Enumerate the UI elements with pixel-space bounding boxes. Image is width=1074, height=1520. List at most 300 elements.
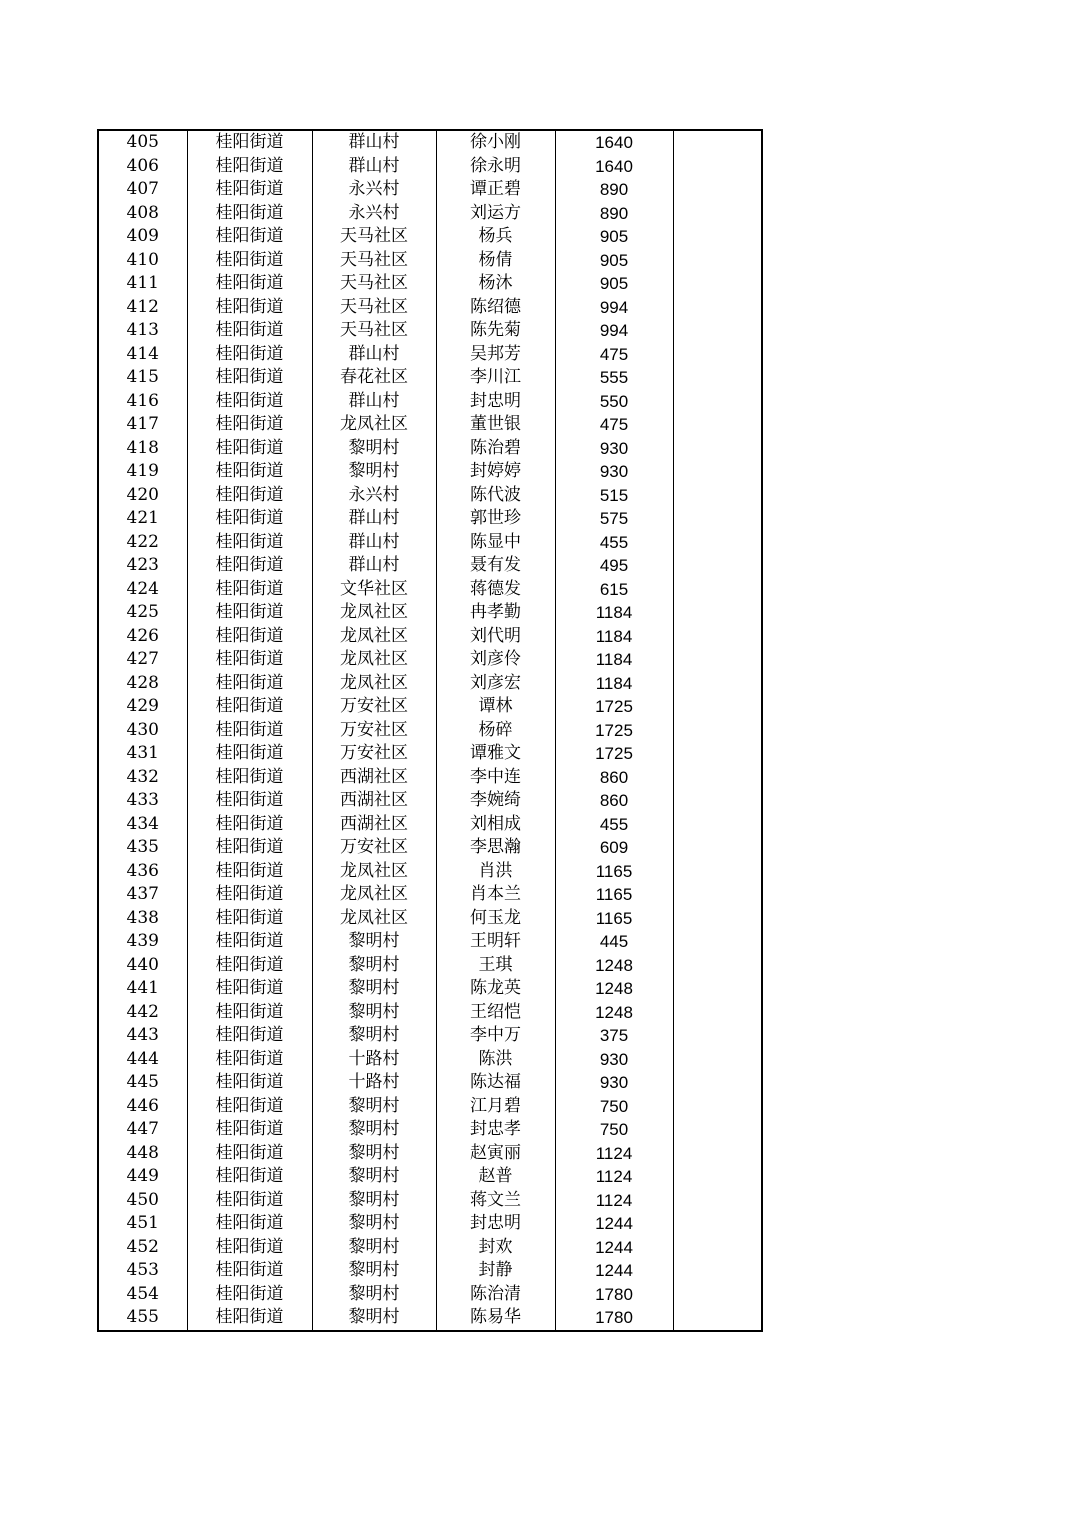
note-cell — [673, 296, 762, 320]
name-cell: 封婷婷 — [436, 460, 555, 484]
street-cell: 桂阳街道 — [187, 1071, 312, 1095]
name-cell: 王琪 — [436, 954, 555, 978]
village-cell: 龙凤社区 — [312, 860, 436, 884]
row-number-cell: 428 — [98, 672, 187, 696]
row-number-cell: 427 — [98, 648, 187, 672]
street-cell: 桂阳街道 — [187, 1236, 312, 1260]
street-cell: 桂阳街道 — [187, 1165, 312, 1189]
village-cell: 天马社区 — [312, 296, 436, 320]
village-cell: 群山村 — [312, 130, 436, 155]
note-cell — [673, 1306, 762, 1331]
name-cell: 聂有发 — [436, 554, 555, 578]
table-row — [98, 319, 762, 343]
amount-cell: 1184 — [555, 601, 673, 625]
village-cell: 黎明村 — [312, 1306, 436, 1331]
name-cell: 陈达福 — [436, 1071, 555, 1095]
row-number-cell: 426 — [98, 625, 187, 649]
amount-cell: 1124 — [555, 1189, 673, 1213]
village-cell: 黎明村 — [312, 1259, 436, 1283]
street-cell: 桂阳街道 — [187, 1024, 312, 1048]
table-row — [98, 742, 762, 766]
street-cell: 桂阳街道 — [187, 296, 312, 320]
table-row — [98, 930, 762, 954]
name-cell: 江月碧 — [436, 1095, 555, 1119]
table-row — [98, 1118, 762, 1142]
amount-cell: 860 — [555, 766, 673, 790]
village-cell: 龙凤社区 — [312, 883, 436, 907]
amount-cell: 575 — [555, 507, 673, 531]
name-cell: 封忠明 — [436, 1212, 555, 1236]
table-row — [98, 601, 762, 625]
village-cell: 龙凤社区 — [312, 601, 436, 625]
amount-cell: 1248 — [555, 954, 673, 978]
note-cell — [673, 1095, 762, 1119]
note-cell — [673, 813, 762, 837]
amount-cell: 615 — [555, 578, 673, 602]
name-cell: 陈洪 — [436, 1048, 555, 1072]
village-cell: 群山村 — [312, 507, 436, 531]
name-cell: 刘彦宏 — [436, 672, 555, 696]
note-cell — [673, 178, 762, 202]
table-row — [98, 625, 762, 649]
village-cell: 黎明村 — [312, 1142, 436, 1166]
subsidy-table — [97, 129, 763, 1332]
table-row — [98, 578, 762, 602]
row-number-cell: 414 — [98, 343, 187, 367]
village-cell: 天马社区 — [312, 272, 436, 296]
amount-cell: 455 — [555, 813, 673, 837]
street-cell: 桂阳街道 — [187, 1095, 312, 1119]
street-cell: 桂阳街道 — [187, 130, 312, 155]
row-number-cell: 429 — [98, 695, 187, 719]
note-cell — [673, 1165, 762, 1189]
village-cell: 黎明村 — [312, 930, 436, 954]
amount-cell: 930 — [555, 460, 673, 484]
amount-cell: 445 — [555, 930, 673, 954]
table-row — [98, 1048, 762, 1072]
amount-cell: 475 — [555, 413, 673, 437]
village-cell: 黎明村 — [312, 1189, 436, 1213]
name-cell: 封忠孝 — [436, 1118, 555, 1142]
row-number-cell: 418 — [98, 437, 187, 461]
name-cell: 封欢 — [436, 1236, 555, 1260]
name-cell: 谭正碧 — [436, 178, 555, 202]
village-cell: 龙凤社区 — [312, 648, 436, 672]
amount-cell: 1124 — [555, 1165, 673, 1189]
village-cell: 龙凤社区 — [312, 907, 436, 931]
village-cell: 天马社区 — [312, 249, 436, 273]
row-number-cell: 412 — [98, 296, 187, 320]
street-cell: 桂阳街道 — [187, 202, 312, 226]
village-cell: 黎明村 — [312, 1118, 436, 1142]
street-cell: 桂阳街道 — [187, 813, 312, 837]
name-cell: 刘运方 — [436, 202, 555, 226]
name-cell: 赵寅丽 — [436, 1142, 555, 1166]
note-cell — [673, 789, 762, 813]
amount-cell: 1124 — [555, 1142, 673, 1166]
table-row — [98, 1212, 762, 1236]
village-cell: 万安社区 — [312, 836, 436, 860]
note-cell — [673, 202, 762, 226]
name-cell: 陈绍德 — [436, 296, 555, 320]
row-number-cell: 408 — [98, 202, 187, 226]
note-cell — [673, 366, 762, 390]
amount-cell: 905 — [555, 225, 673, 249]
name-cell: 谭雅文 — [436, 742, 555, 766]
table-row — [98, 484, 762, 508]
village-cell: 西湖社区 — [312, 789, 436, 813]
village-cell: 群山村 — [312, 554, 436, 578]
row-number-cell: 435 — [98, 836, 187, 860]
table-row — [98, 507, 762, 531]
amount-cell: 455 — [555, 531, 673, 555]
name-cell: 徐永明 — [436, 155, 555, 179]
row-number-cell: 448 — [98, 1142, 187, 1166]
street-cell: 桂阳街道 — [187, 1283, 312, 1307]
village-cell: 黎明村 — [312, 1095, 436, 1119]
note-cell — [673, 578, 762, 602]
amount-cell: 994 — [555, 296, 673, 320]
name-cell: 陈显中 — [436, 531, 555, 555]
table-row — [98, 366, 762, 390]
table-row — [98, 1189, 762, 1213]
amount-cell: 1725 — [555, 695, 673, 719]
street-cell: 桂阳街道 — [187, 860, 312, 884]
row-number-cell: 415 — [98, 366, 187, 390]
row-number-cell: 410 — [98, 249, 187, 273]
street-cell: 桂阳街道 — [187, 954, 312, 978]
table-row — [98, 390, 762, 414]
table-row — [98, 883, 762, 907]
amount-cell: 930 — [555, 1048, 673, 1072]
street-cell: 桂阳街道 — [187, 225, 312, 249]
row-number-cell: 451 — [98, 1212, 187, 1236]
amount-cell: 1184 — [555, 625, 673, 649]
street-cell: 桂阳街道 — [187, 1048, 312, 1072]
row-number-cell: 413 — [98, 319, 187, 343]
name-cell: 何玉龙 — [436, 907, 555, 931]
note-cell — [673, 1189, 762, 1213]
street-cell: 桂阳街道 — [187, 930, 312, 954]
village-cell: 黎明村 — [312, 1236, 436, 1260]
name-cell: 封静 — [436, 1259, 555, 1283]
name-cell: 赵普 — [436, 1165, 555, 1189]
name-cell: 董世银 — [436, 413, 555, 437]
table-row — [98, 977, 762, 1001]
village-cell: 十路村 — [312, 1071, 436, 1095]
note-cell — [673, 249, 762, 273]
amount-cell: 609 — [555, 836, 673, 860]
table-row — [98, 1001, 762, 1025]
table-body — [98, 130, 762, 1331]
name-cell: 吴邦芳 — [436, 343, 555, 367]
name-cell: 谭林 — [436, 695, 555, 719]
note-cell — [673, 531, 762, 555]
amount-cell: 994 — [555, 319, 673, 343]
name-cell: 蒋德发 — [436, 578, 555, 602]
note-cell — [673, 1142, 762, 1166]
village-cell: 群山村 — [312, 155, 436, 179]
row-number-cell: 439 — [98, 930, 187, 954]
street-cell: 桂阳街道 — [187, 343, 312, 367]
amount-cell: 1725 — [555, 719, 673, 743]
amount-cell: 905 — [555, 249, 673, 273]
table-row — [98, 554, 762, 578]
row-number-cell: 416 — [98, 390, 187, 414]
amount-cell: 930 — [555, 437, 673, 461]
table-row — [98, 1142, 762, 1166]
name-cell: 李婉绮 — [436, 789, 555, 813]
row-number-cell: 411 — [98, 272, 187, 296]
table-row — [98, 813, 762, 837]
name-cell: 陈代波 — [436, 484, 555, 508]
row-number-cell: 447 — [98, 1118, 187, 1142]
name-cell: 杨兵 — [436, 225, 555, 249]
amount-cell: 515 — [555, 484, 673, 508]
village-cell: 万安社区 — [312, 719, 436, 743]
street-cell: 桂阳街道 — [187, 390, 312, 414]
village-cell: 黎明村 — [312, 1212, 436, 1236]
amount-cell: 1165 — [555, 907, 673, 931]
name-cell: 刘彦伶 — [436, 648, 555, 672]
name-cell: 徐小刚 — [436, 130, 555, 155]
note-cell — [673, 390, 762, 414]
row-number-cell: 434 — [98, 813, 187, 837]
row-number-cell: 437 — [98, 883, 187, 907]
amount-cell: 1165 — [555, 860, 673, 884]
row-number-cell: 444 — [98, 1048, 187, 1072]
name-cell: 杨倩 — [436, 249, 555, 273]
row-number-cell: 441 — [98, 977, 187, 1001]
note-cell — [673, 554, 762, 578]
village-cell: 龙凤社区 — [312, 413, 436, 437]
village-cell: 黎明村 — [312, 977, 436, 1001]
street-cell: 桂阳街道 — [187, 672, 312, 696]
table-row — [98, 860, 762, 884]
note-cell — [673, 625, 762, 649]
table-row — [98, 1236, 762, 1260]
name-cell: 郭世珍 — [436, 507, 555, 531]
street-cell: 桂阳街道 — [187, 366, 312, 390]
table-row — [98, 202, 762, 226]
table-row — [98, 1071, 762, 1095]
amount-cell: 1244 — [555, 1259, 673, 1283]
note-cell — [673, 1001, 762, 1025]
name-cell: 杨沐 — [436, 272, 555, 296]
note-cell — [673, 672, 762, 696]
street-cell: 桂阳街道 — [187, 695, 312, 719]
note-cell — [673, 954, 762, 978]
street-cell: 桂阳街道 — [187, 977, 312, 1001]
amount-cell: 890 — [555, 202, 673, 226]
village-cell: 天马社区 — [312, 319, 436, 343]
amount-cell: 1248 — [555, 1001, 673, 1025]
spreadsheet-sheet — [97, 129, 763, 1332]
village-cell: 永兴村 — [312, 202, 436, 226]
name-cell: 陈治清 — [436, 1283, 555, 1307]
row-number-cell: 407 — [98, 178, 187, 202]
note-cell — [673, 225, 762, 249]
street-cell: 桂阳街道 — [187, 272, 312, 296]
row-number-cell: 452 — [98, 1236, 187, 1260]
name-cell: 李川江 — [436, 366, 555, 390]
table-row — [98, 672, 762, 696]
village-cell: 龙凤社区 — [312, 672, 436, 696]
name-cell: 李思瀚 — [436, 836, 555, 860]
amount-cell: 1184 — [555, 648, 673, 672]
village-cell: 西湖社区 — [312, 813, 436, 837]
note-cell — [673, 1283, 762, 1307]
row-number-cell: 442 — [98, 1001, 187, 1025]
row-number-cell: 406 — [98, 155, 187, 179]
note-cell — [673, 1118, 762, 1142]
amount-cell: 1725 — [555, 742, 673, 766]
village-cell: 龙凤社区 — [312, 625, 436, 649]
street-cell: 桂阳街道 — [187, 625, 312, 649]
table-row — [98, 178, 762, 202]
table-row — [98, 249, 762, 273]
row-number-cell: 449 — [98, 1165, 187, 1189]
note-cell — [673, 883, 762, 907]
note-cell — [673, 507, 762, 531]
table-row — [98, 343, 762, 367]
table-row — [98, 1024, 762, 1048]
row-number-cell: 446 — [98, 1095, 187, 1119]
street-cell: 桂阳街道 — [187, 1189, 312, 1213]
row-number-cell: 420 — [98, 484, 187, 508]
row-number-cell: 436 — [98, 860, 187, 884]
street-cell: 桂阳街道 — [187, 648, 312, 672]
name-cell: 刘相成 — [436, 813, 555, 837]
amount-cell: 555 — [555, 366, 673, 390]
row-number-cell: 423 — [98, 554, 187, 578]
row-number-cell: 438 — [98, 907, 187, 931]
note-cell — [673, 1259, 762, 1283]
village-cell: 十路村 — [312, 1048, 436, 1072]
table-row — [98, 907, 762, 931]
village-cell: 万安社区 — [312, 742, 436, 766]
name-cell: 杨碎 — [436, 719, 555, 743]
village-cell: 文华社区 — [312, 578, 436, 602]
village-cell: 黎明村 — [312, 1283, 436, 1307]
table-row — [98, 1165, 762, 1189]
row-number-cell: 440 — [98, 954, 187, 978]
name-cell: 李中万 — [436, 1024, 555, 1048]
table-row — [98, 695, 762, 719]
amount-cell: 1780 — [555, 1283, 673, 1307]
name-cell: 封忠明 — [436, 390, 555, 414]
street-cell: 桂阳街道 — [187, 178, 312, 202]
note-cell — [673, 907, 762, 931]
note-cell — [673, 930, 762, 954]
street-cell: 桂阳街道 — [187, 1118, 312, 1142]
note-cell — [673, 719, 762, 743]
amount-cell: 750 — [555, 1095, 673, 1119]
note-cell — [673, 437, 762, 461]
note-cell — [673, 1071, 762, 1095]
note-cell — [673, 977, 762, 1001]
village-cell: 春花社区 — [312, 366, 436, 390]
table-row — [98, 155, 762, 179]
name-cell: 陈易华 — [436, 1306, 555, 1331]
amount-cell: 1640 — [555, 130, 673, 155]
name-cell: 陈治碧 — [436, 437, 555, 461]
row-number-cell: 405 — [98, 130, 187, 155]
note-cell — [673, 155, 762, 179]
note-cell — [673, 695, 762, 719]
village-cell: 群山村 — [312, 390, 436, 414]
village-cell: 群山村 — [312, 343, 436, 367]
note-cell — [673, 319, 762, 343]
village-cell: 永兴村 — [312, 178, 436, 202]
street-cell: 桂阳街道 — [187, 907, 312, 931]
table-row — [98, 272, 762, 296]
street-cell: 桂阳街道 — [187, 531, 312, 555]
note-cell — [673, 648, 762, 672]
table-row — [98, 225, 762, 249]
amount-cell: 1780 — [555, 1306, 673, 1331]
street-cell: 桂阳街道 — [187, 578, 312, 602]
table-row — [98, 789, 762, 813]
street-cell: 桂阳街道 — [187, 319, 312, 343]
village-cell: 群山村 — [312, 531, 436, 555]
name-cell: 肖洪 — [436, 860, 555, 884]
row-number-cell: 421 — [98, 507, 187, 531]
amount-cell: 750 — [555, 1118, 673, 1142]
row-number-cell: 431 — [98, 742, 187, 766]
row-number-cell: 430 — [98, 719, 187, 743]
note-cell — [673, 1048, 762, 1072]
village-cell: 黎明村 — [312, 1165, 436, 1189]
village-cell: 永兴村 — [312, 484, 436, 508]
name-cell: 陈龙英 — [436, 977, 555, 1001]
village-cell: 黎明村 — [312, 1001, 436, 1025]
name-cell: 肖本兰 — [436, 883, 555, 907]
note-cell — [673, 601, 762, 625]
table-row — [98, 1259, 762, 1283]
street-cell: 桂阳街道 — [187, 554, 312, 578]
street-cell: 桂阳街道 — [187, 1306, 312, 1331]
street-cell: 桂阳街道 — [187, 1259, 312, 1283]
row-number-cell: 433 — [98, 789, 187, 813]
amount-cell: 890 — [555, 178, 673, 202]
name-cell: 王明轩 — [436, 930, 555, 954]
note-cell — [673, 343, 762, 367]
village-cell: 黎明村 — [312, 460, 436, 484]
village-cell: 黎明村 — [312, 437, 436, 461]
village-cell: 万安社区 — [312, 695, 436, 719]
village-cell: 黎明村 — [312, 954, 436, 978]
street-cell: 桂阳街道 — [187, 413, 312, 437]
note-cell — [673, 413, 762, 437]
street-cell: 桂阳街道 — [187, 601, 312, 625]
note-cell — [673, 460, 762, 484]
name-cell: 蒋文兰 — [436, 1189, 555, 1213]
street-cell: 桂阳街道 — [187, 1212, 312, 1236]
name-cell: 李中连 — [436, 766, 555, 790]
amount-cell: 860 — [555, 789, 673, 813]
note-cell — [673, 1024, 762, 1048]
row-number-cell: 455 — [98, 1306, 187, 1331]
note-cell — [673, 836, 762, 860]
name-cell: 冉孝勤 — [436, 601, 555, 625]
street-cell: 桂阳街道 — [187, 155, 312, 179]
village-cell: 黎明村 — [312, 1024, 436, 1048]
street-cell: 桂阳街道 — [187, 460, 312, 484]
table-row — [98, 1095, 762, 1119]
street-cell: 桂阳街道 — [187, 766, 312, 790]
note-cell — [673, 130, 762, 155]
